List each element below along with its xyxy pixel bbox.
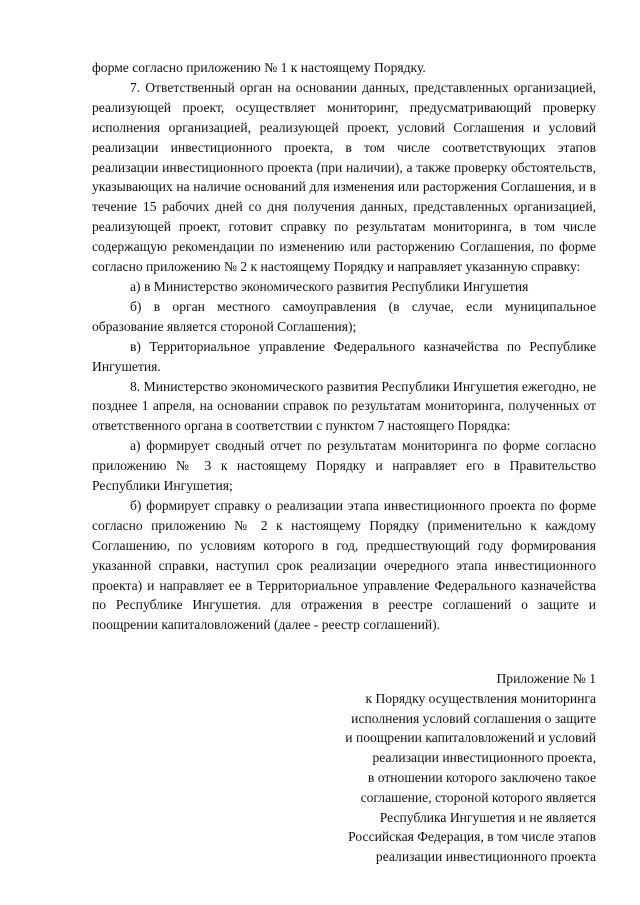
appendix-line: соглашение, стороной которого является [360,789,596,805]
appendix-line: Республика Ингушетия и не является [379,809,596,825]
paragraph-item-7b: б) в орган местного самоуправления (в случае, если муниципальное образование является стороной Соглашения); [92,298,596,334]
paragraph-item-7: 7. Ответственный орган на основании данных, представленных организацией, реализующей проект, осуществляет мониторинг, предусматривающий проверку исполнения организацией, реализующей проект, условий Соглашения и условий реализации инвестиционного проекта, в том числе соответствующих этапов реализации инвестиционного проекта (при наличии), а также проверку обстоятельств, указывающих на наличие оснований для изменения или расторжения Соглашения, и в течение 15 рабочих дней со дня получения данных, представленных организацией, реализующей проект, готовит справку по результатам мониторинга, в том числе содержащую рекомендации по изменению или расторжению Соглашения, по форме согласно приложению № 2 к настоящему Порядку и направляет указанную справку: [92,79,596,275]
document-body [92,58,596,635]
appendix-line: реализации инвестиционного проекта [375,849,596,865]
paragraph-item-7a: а) в Министерство экономического развития Республики Ингушетия [130,278,529,294]
appendix-line: исполнения условий соглашения о защите [351,710,596,726]
paragraph-item-8: 8. Министерство экономического развития Республики Ингушетия ежегодно, не позднее 1 апреля, на основании справок по результатам мониторинга, полученных от ответственного органа в соответствии с пунктом 7 настоящего Порядка: [92,378,596,434]
appendix-line: и поощрении капиталовложений и условий [345,730,596,746]
appendix-line: Российская Федерация, в том числе этапов [348,829,596,845]
paragraph-continuation: форме согласно приложению № 1 к настоящему Порядку. [92,60,426,75]
appendix-line: реализации инвестиционного проекта, [372,750,596,766]
paragraph-item-8b: б) формирует справку о реализации этапа инвестиционного проекта по форме согласно приложению № 2 к настоящему Порядку (применительно к каждому Соглашению, по условиям которого в год, предшествующий году формирования указанной справки, наступил срок реализации очередного этапа инвестиционного проекта) и направляет ее в Территориальное управление Федерального казначейства по Республике Ингушетия. для отражения в реестре соглашений о защите и поощрении капиталовложений (далее - реестр соглашений). [92,497,596,633]
appendix-line: к Порядку осуществления мониторинга [365,690,596,706]
paragraph-item-7v: в) Территориальное управление Федерального казначейства по Республике Ингушетия. [92,338,596,374]
appendix-header [266,669,596,867]
appendix-title: Приложение № 1 [496,671,596,686]
paragraph-item-8a: а) формирует сводный отчет по результатам мониторинга по форме согласно приложению № 3 к настоящему Порядку и направляет его в Правительство Республики Ингушетия; [92,438,596,494]
appendix-line: в отношении которого заключено такое [367,769,596,785]
